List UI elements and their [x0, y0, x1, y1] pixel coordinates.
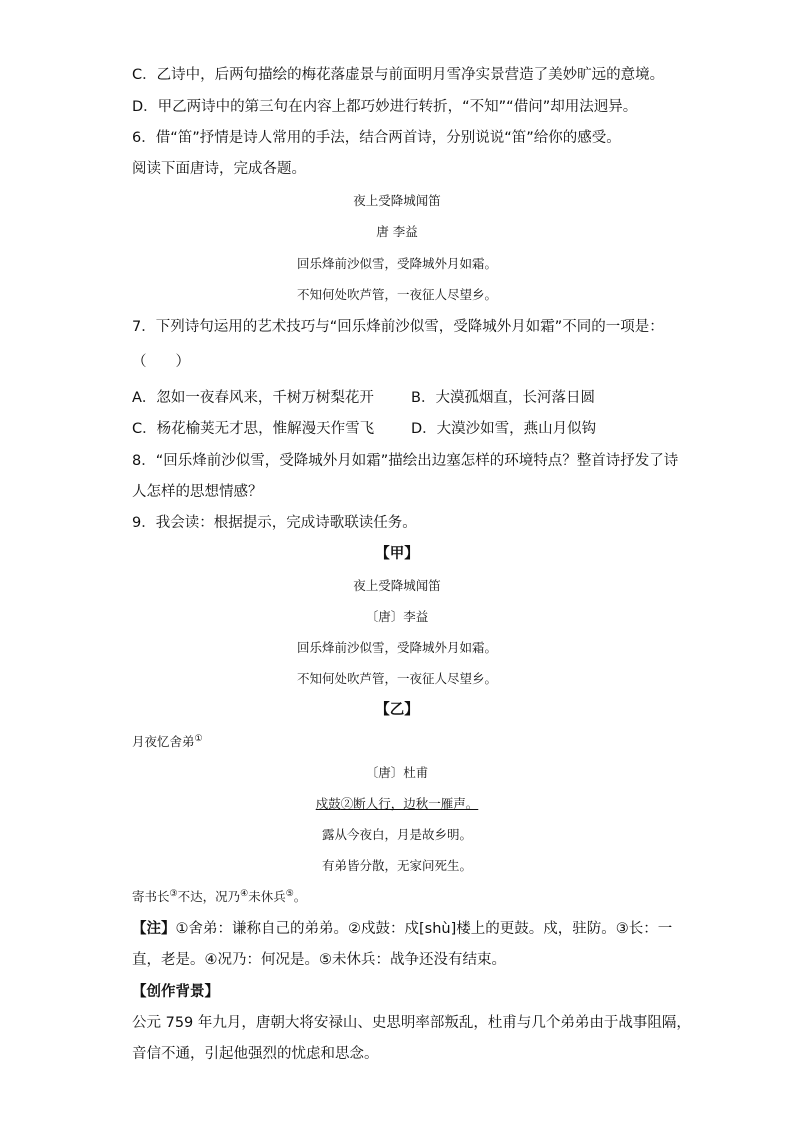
- yi-line-1-part-b: 断人行，边秋一雁声。: [353, 796, 479, 811]
- jia-author: 〔唐〕李益: [365, 609, 429, 624]
- yi-title-text: 月夜忆舍弟: [132, 734, 195, 749]
- background-label: 【创作背景】: [132, 984, 219, 1000]
- yi-line-4-part-c: 未休兵: [248, 889, 286, 904]
- yi-line-1-part-a: 戍鼓: [315, 796, 341, 811]
- question-9: 9．我会读：根据提示，完成诗歌联读任务。: [132, 515, 417, 531]
- poem1-line-1: 回乐烽前沙似雪，受降城外月如霜。: [296, 256, 497, 271]
- yi-line-3: 有弟皆分散，无家问死生。: [321, 858, 472, 873]
- q7-option-b: B．大漠孤烟直，长河落日圆: [411, 390, 595, 406]
- question-6: 6．借“笛”抒情是诗人常用的手法，结合两首诗，分别说说“笛”给你的感受。: [132, 130, 621, 146]
- yi-line-4-part-a: 寄书长: [132, 889, 170, 904]
- yi-line-4-note-3: ③: [169, 888, 178, 899]
- q7-option-a: A．忽如一夜春风来，千树万树梨花开: [132, 390, 374, 406]
- question-8-line-1: 8．“回乐烽前沙似雪，受降城外月如霜”描绘出边塞怎样的环境特点？整首诗抒发了诗: [132, 453, 679, 469]
- poem1-author: 唐 李益: [376, 224, 418, 239]
- q7-option-d: D．大漠沙如雪，燕山月似钩: [411, 421, 597, 437]
- reading-intro: 阅读下面唐诗，完成各题。: [132, 161, 306, 177]
- yi-line-1-underlined: [316, 796, 479, 811]
- poem1-title: 夜上受降城闻笛: [353, 193, 441, 208]
- jia-line-2: 不知何处吹芦管，一夜征人尽望乡。: [296, 671, 497, 686]
- yi-line-4-note-5: ⑤: [285, 888, 294, 899]
- notes-label: 【注】: [132, 921, 176, 937]
- jia-line-1: 回乐烽前沙似雪，受降城外月如霜。: [296, 640, 497, 655]
- yi-line-4: [132, 887, 306, 907]
- yi-line-1-note-mark: ②: [340, 796, 354, 811]
- yi-author: 〔唐〕杜甫: [365, 765, 429, 780]
- yi-label: 【乙】: [375, 702, 419, 718]
- q5-option-d: D．甲乙两诗中的第三句在内容上都巧妙进行转折，“不知”“借问”却用法迥异。: [132, 99, 638, 115]
- yi-title: [132, 732, 203, 752]
- notes-line-1: [132, 918, 673, 940]
- jia-title: 夜上受降城闻笛: [353, 578, 441, 593]
- yi-line-4-part-b: 不达，况乃: [177, 889, 241, 904]
- question-8-line-2: 人怎样的思想情感？: [132, 484, 263, 500]
- yi-line-4-part-d: 。: [293, 889, 307, 904]
- question-7-answer-paren: （ ）: [132, 354, 190, 370]
- q5-option-c: C．乙诗中，后两句描绘的梅花落虚景与前面明月雪净实景营造了美妙旷远的意境。: [132, 67, 665, 83]
- yi-line-1: [0, 794, 794, 814]
- notes-line-2: 直，老是。④况乃：何况是。⑤未休兵：战争还没有结束。: [132, 952, 506, 968]
- jia-label: 【甲】: [375, 546, 419, 562]
- background-line-1: 公元 759 年九月，唐朝大将安禄山、史思明率部叛乱，杜甫与几个弟弟由于战事阻隔，: [132, 1015, 691, 1031]
- notes-text-1: ①舍弟：谦称自己的弟弟。②戍鼓：戍[shù]楼上的更鼓。戍，驻防。③长：一: [175, 921, 673, 937]
- yi-line-4-note-4: ④: [240, 888, 249, 899]
- background-line-2: 音信不通，引起他强烈的忧虑和思念。: [132, 1046, 379, 1062]
- yi-line-2: 露从今夜白，月是故乡明。: [321, 827, 472, 842]
- question-7-stem: 7．下列诗句运用的艺术技巧与“回乐烽前沙似雪，受降城外月如霜”不同的一项是：: [132, 319, 664, 335]
- q7-option-c: C．杨花榆荚无才思，惟解漫天作雪飞: [132, 421, 375, 437]
- yi-title-note-mark: ①: [194, 733, 203, 744]
- poem1-line-2: 不知何处吹芦管，一夜征人尽望乡。: [296, 287, 497, 302]
